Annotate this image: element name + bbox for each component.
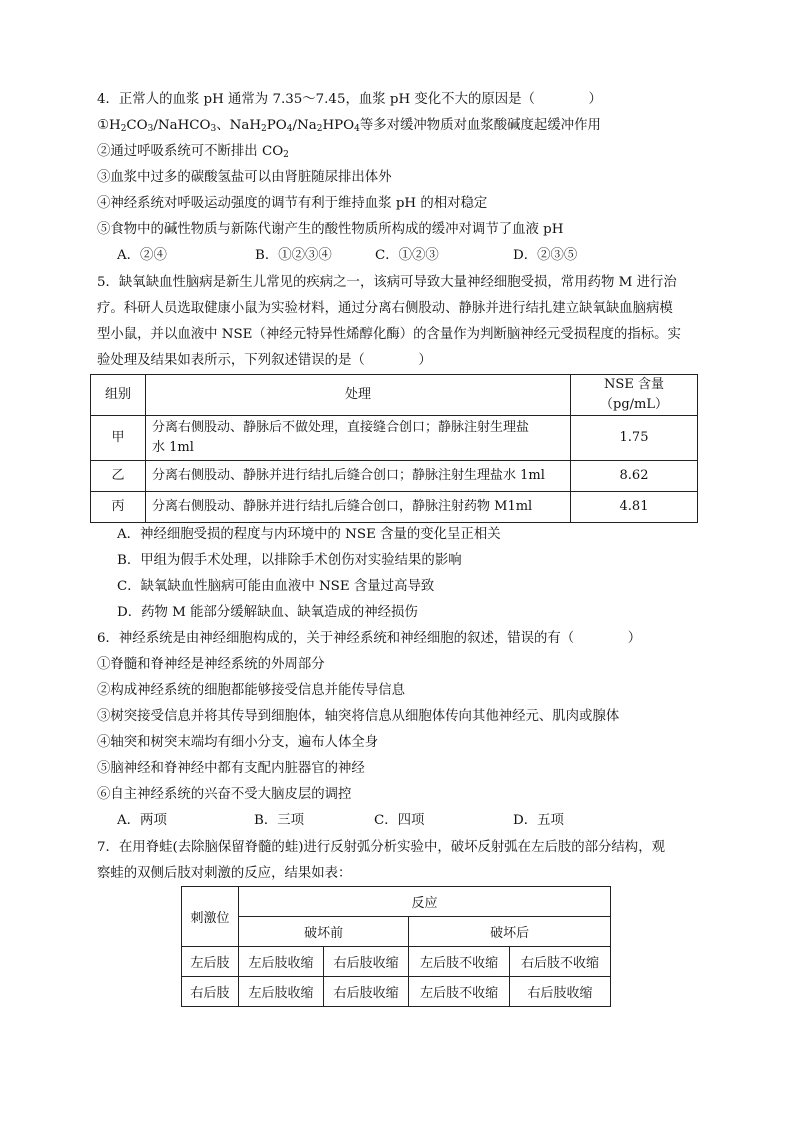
- site-cell: 左后肢: [182, 947, 239, 977]
- q6-statement-4: ④轴突和树突末端均有细小分支，遍布人体全身: [97, 735, 379, 750]
- table-row: [91, 461, 698, 492]
- q6-statement-1: ①脊髓和脊神经是神经系统的外周部分: [97, 657, 325, 672]
- q4-stem: 4．正常人的血浆 pH 通常为 7.35～7.45，血浆 pH 变化不大的原因是（ ）: [97, 92, 602, 107]
- header-after: 破坏后: [409, 917, 611, 947]
- treatment-cell: 分离右侧股动、静脉并进行结扎后缝合创口；静脉注射生理盐水 1ml: [146, 461, 571, 492]
- q6-option-b[interactable]: B．三项: [254, 813, 305, 828]
- table-header-row: [182, 887, 611, 917]
- q6-stem: 6．神经系统是由神经细胞构成的，关于神经系统和神经细胞的叙述，错误的有（ ）: [97, 631, 642, 646]
- header-treatment: 处理: [146, 375, 571, 416]
- table-row: [91, 492, 698, 523]
- group-cell: 丙: [91, 492, 146, 523]
- q4-statement-2: ②通过呼吸系统可不断排出 $CO_2$: [97, 144, 289, 160]
- after-right-cell: 右后肢收缩: [510, 977, 611, 1007]
- q5-option-b[interactable]: B．甲组为假手术处理，以排除手术创伤对实验结果的影响: [117, 553, 462, 568]
- table-header-row: [182, 917, 611, 947]
- before-right-cell: 右后肢收缩: [324, 947, 409, 977]
- q5-option-d[interactable]: D．药物 M 能部分缓解缺血、缺氧造成的神经损伤: [117, 605, 418, 620]
- nse-value-cell: 8.62: [571, 461, 698, 492]
- q5-stem-line-2: 疗。科研人员选取健康小鼠为实验材料，通过分离右侧股动、静脉并进行结扎建立缺氧缺血脑病模: [97, 301, 673, 316]
- header-response: 反应: [239, 887, 611, 917]
- after-left-cell: 左后肢不收缩: [409, 977, 510, 1007]
- q4-option-c[interactable]: C．①②③: [375, 248, 439, 263]
- nse-value-cell: 1.75: [571, 416, 698, 461]
- header-group: 组别: [91, 375, 146, 416]
- table-row: [91, 416, 698, 461]
- before-left-cell: 左后肢收缩: [239, 947, 324, 977]
- header-nse: NSE 含量（pg/mL）: [571, 375, 698, 416]
- q5-option-c[interactable]: C．缺氧缺血性脑病可能由血液中 NSE 含量过高导致: [117, 579, 435, 594]
- header-stimulus-site: 刺激位: [182, 887, 239, 947]
- treatment-cell: 分离右侧股动、静脉并进行结扎后缝合创口，静脉注射药物 M1ml: [146, 492, 571, 523]
- q6-statement-2: ②构成神经系统的细胞都能够接受信息并能传导信息: [97, 683, 405, 698]
- q5-stem-line-4: 验处理及结果如表所示，下列叙述错误的是（ ）: [97, 353, 432, 368]
- after-left-cell: 左后肢不收缩: [409, 947, 510, 977]
- q6-statement-6: ⑥自主神经系统的兴奋不受大脑皮层的调控: [97, 787, 352, 802]
- q4-statement-5: ⑤食物中的碱性物质与新陈代谢产生的酸性物质所构成的缓冲对调节了血液 pH: [97, 222, 564, 237]
- site-cell: 右后肢: [182, 977, 239, 1007]
- before-right-cell: 右后肢收缩: [324, 977, 409, 1007]
- before-left-cell: 左后肢收缩: [239, 977, 324, 1007]
- header-before: 破坏前: [239, 917, 409, 947]
- q6-option-d[interactable]: D．五项: [513, 813, 564, 828]
- table-row: [182, 947, 611, 977]
- q4-statement-4: ④神经系统对呼吸运动强度的调节有利于维持血浆 pH 的相对稳定: [97, 196, 488, 211]
- q4-option-b[interactable]: B．①②③④: [255, 248, 332, 263]
- q4-statement-1: $①H_2CO_3/NaHCO_3$、$NaH_2PO_4/Na_2HPO_4$等多对缓冲物质对血浆酸碱度起缓冲作用: [97, 118, 601, 134]
- treatment-cell: 分离右侧股动、静脉后不做处理，直接缝合创口；静脉注射生理盐 水 1ml: [146, 416, 571, 461]
- group-cell: 乙: [91, 461, 146, 492]
- q6-option-c[interactable]: C．四项: [374, 813, 425, 828]
- q5-stem-line-1: 5．缺氧缺血性脑病是新生儿常见的疾病之一，该病可导致大量神经细胞受损，常用药物 M 进行治: [97, 275, 677, 290]
- table-header-row: [91, 375, 698, 416]
- q5-stem-line-3: 型小鼠，并以血液中 NSE（神经元特异性烯醇化酶）的含量作为判断脑神经元受损程度的指标。实: [97, 327, 681, 342]
- q5-option-a[interactable]: A．神经细胞受损的程度与内环境中的 NSE 含量的变化呈正相关: [117, 527, 501, 542]
- after-right-cell: 右后肢不收缩: [510, 947, 611, 977]
- nse-value-cell: 4.81: [571, 492, 698, 523]
- q6-statement-5: ⑤脑神经和脊神经中都有支配内脏器官的神经: [97, 761, 365, 776]
- q6-statement-3: ③树突接受信息并将其传导到细胞体，轴突将信息从细胞体传向其他神经元、肌肉或腺体: [97, 709, 620, 724]
- q7-stem-line-2: 察蛙的双侧后肢对刺激的反应，结果如表：: [97, 866, 352, 881]
- q4-option-d[interactable]: D．②③⑤: [513, 248, 578, 263]
- group-cell: 甲: [91, 416, 146, 461]
- q7-stem-line-1: 7．在用脊蛙(去除脑保留脊髓的蛙)进行反射弧分析实验中，破坏反射弧在左后肢的部分结构，观: [97, 840, 665, 855]
- q4-option-a[interactable]: A．②④: [117, 248, 167, 263]
- q7-reflex-table: [181, 886, 611, 1007]
- q5-results-table: [90, 374, 698, 523]
- table-row: [182, 977, 611, 1007]
- q4-statement-3: ③血浆中过多的碳酸氢盐可以由肾脏随尿排出体外: [97, 170, 392, 185]
- q6-option-a[interactable]: A．两项: [117, 813, 167, 828]
